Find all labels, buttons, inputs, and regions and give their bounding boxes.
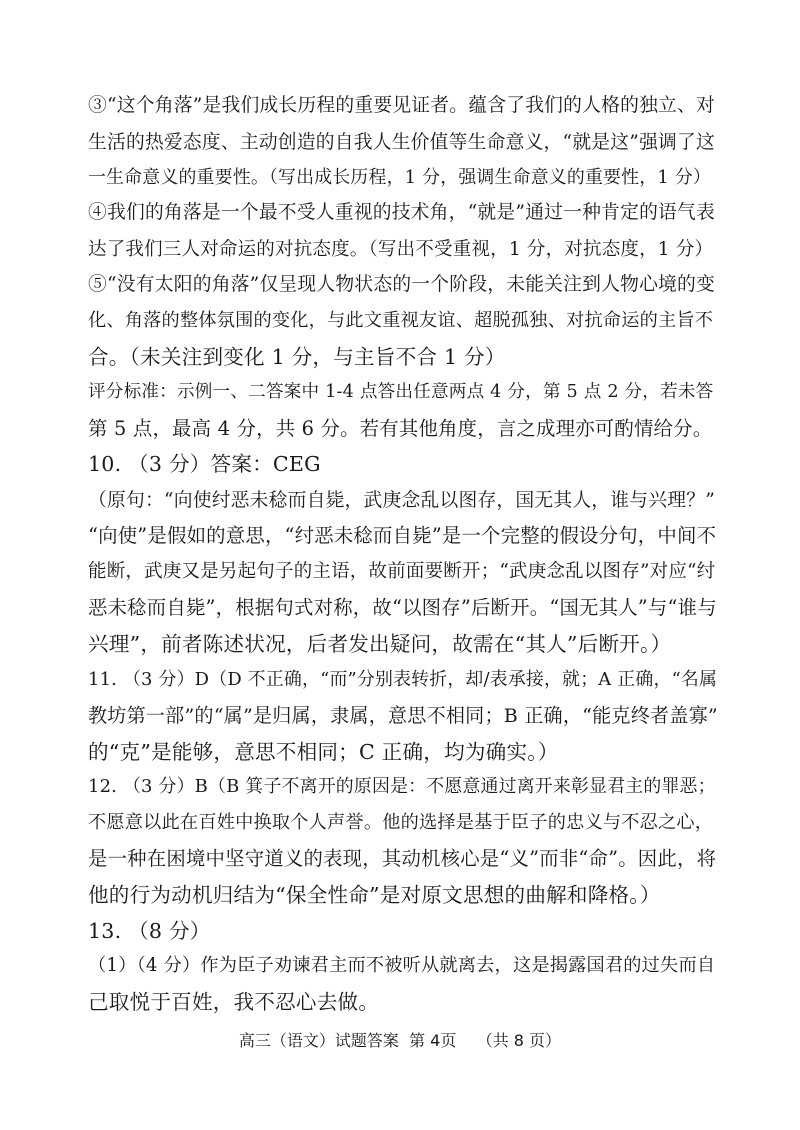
text-line: “向使”是假如的意思，“纣恶未稔而自毙”是一个完整的假设分句，中间不 [88,524,717,547]
page-footer: 高三（语文）试题答案 第 4页 （共 8 页） [238,1031,562,1050]
text-line: 化、角落的整体氛围的变化，与此文重视友谊、超脱孤独、对抗命运的主旨不 [88,310,714,331]
text-line: （1）（4 分）作为臣子劝谏君主而不被听从就离去，这是揭露国君的过失而自 [88,955,716,976]
text-line: 是一种在困境中坚守道义的表现，其动机核心是“义”而非“命”。因此，将 [88,847,717,870]
question-11-heading: 11. （3 分）D（D 不正确，“而”分别表转折，却/表承接，就；A 正确，“名属 [88,669,718,690]
text-line: 评分标准：示例一、二答案中 1-4 点答出任意两点 4 分，第 5 点 2 分，若未答 [88,382,714,402]
text-line: ④我们的角落是一个最不受人重视的技术角，“就是”通过一种肯定的语气表 [88,202,716,223]
question-13-heading: 13. （8 分） [88,919,211,943]
text-line: 教坊第一部”的“属”是归属，隶属，意思不相同；B 正确，“能克终者盖寡” [88,704,718,727]
text-line: 达了我们三人对命运的对抗态度。（写出不受重视，1 分，对抗态度，1 分） [88,239,714,260]
text-line: 生活的热爱态度、主动创造的自我人生价值等生命意义，“就是这”强调了这 [88,132,716,153]
text-line: 他的行为动机归结为“保全性命”是对原文思想的曲解和降格。） [88,883,661,907]
question-10-heading: 10. （3 分）答案：CEG [88,452,321,476]
text-line: （原句：“向使纣恶未稔而自毙，武庚念乱以图存，国无其人，谁与兴理？” [88,490,716,511]
text-line: 兴理”，前者陈述状况，后者发出疑问，故需在“其人”后断开。） [88,632,672,656]
text-line: 合。（未关注到变化 1 分，与主旨不合 1 分） [88,345,506,369]
text-line: 不愿意以此在百姓中换取个人声誉。他的选择是基于臣子的忠义与不忍之心， [88,812,714,833]
text-line: ⑤“没有太阳的角落”仅呈现人物状态的一个阶段，未能关注到人物心境的变 [88,274,716,295]
text-line: 恶未稔而自毙”，根据句式对称，故“以图存”后断开。“国无其人”与“谁与 [88,596,717,619]
text-line: 第 5 点，最高 4 分，共 6 分。若有其他角度，言之成理亦可酌情给分。 [88,417,713,440]
text-line: 的“克”是能够，意思不相同；C 正确，均为确实。） [88,740,559,764]
text-line: ③“这个角落”是我们成长历程的重要见证者。蕴含了我们的人格的独立、对 [88,95,716,116]
text-line: 一生命意义的重要性。（写出成长历程，1 分，强调生命意义的重要性，1 分） [88,167,711,188]
text-line: 己取悦于百姓，我不忍心去做。 [88,990,380,1014]
text-line: 能断，武庚又是另起句子的主语，故前面要断开；“武庚念乱以图存”对应“纣 [88,561,716,582]
question-12-heading: 12. （3 分）B（B 箕子不离开的原因是：不愿意通过离开来彰显君主的罪恶； [88,776,716,797]
